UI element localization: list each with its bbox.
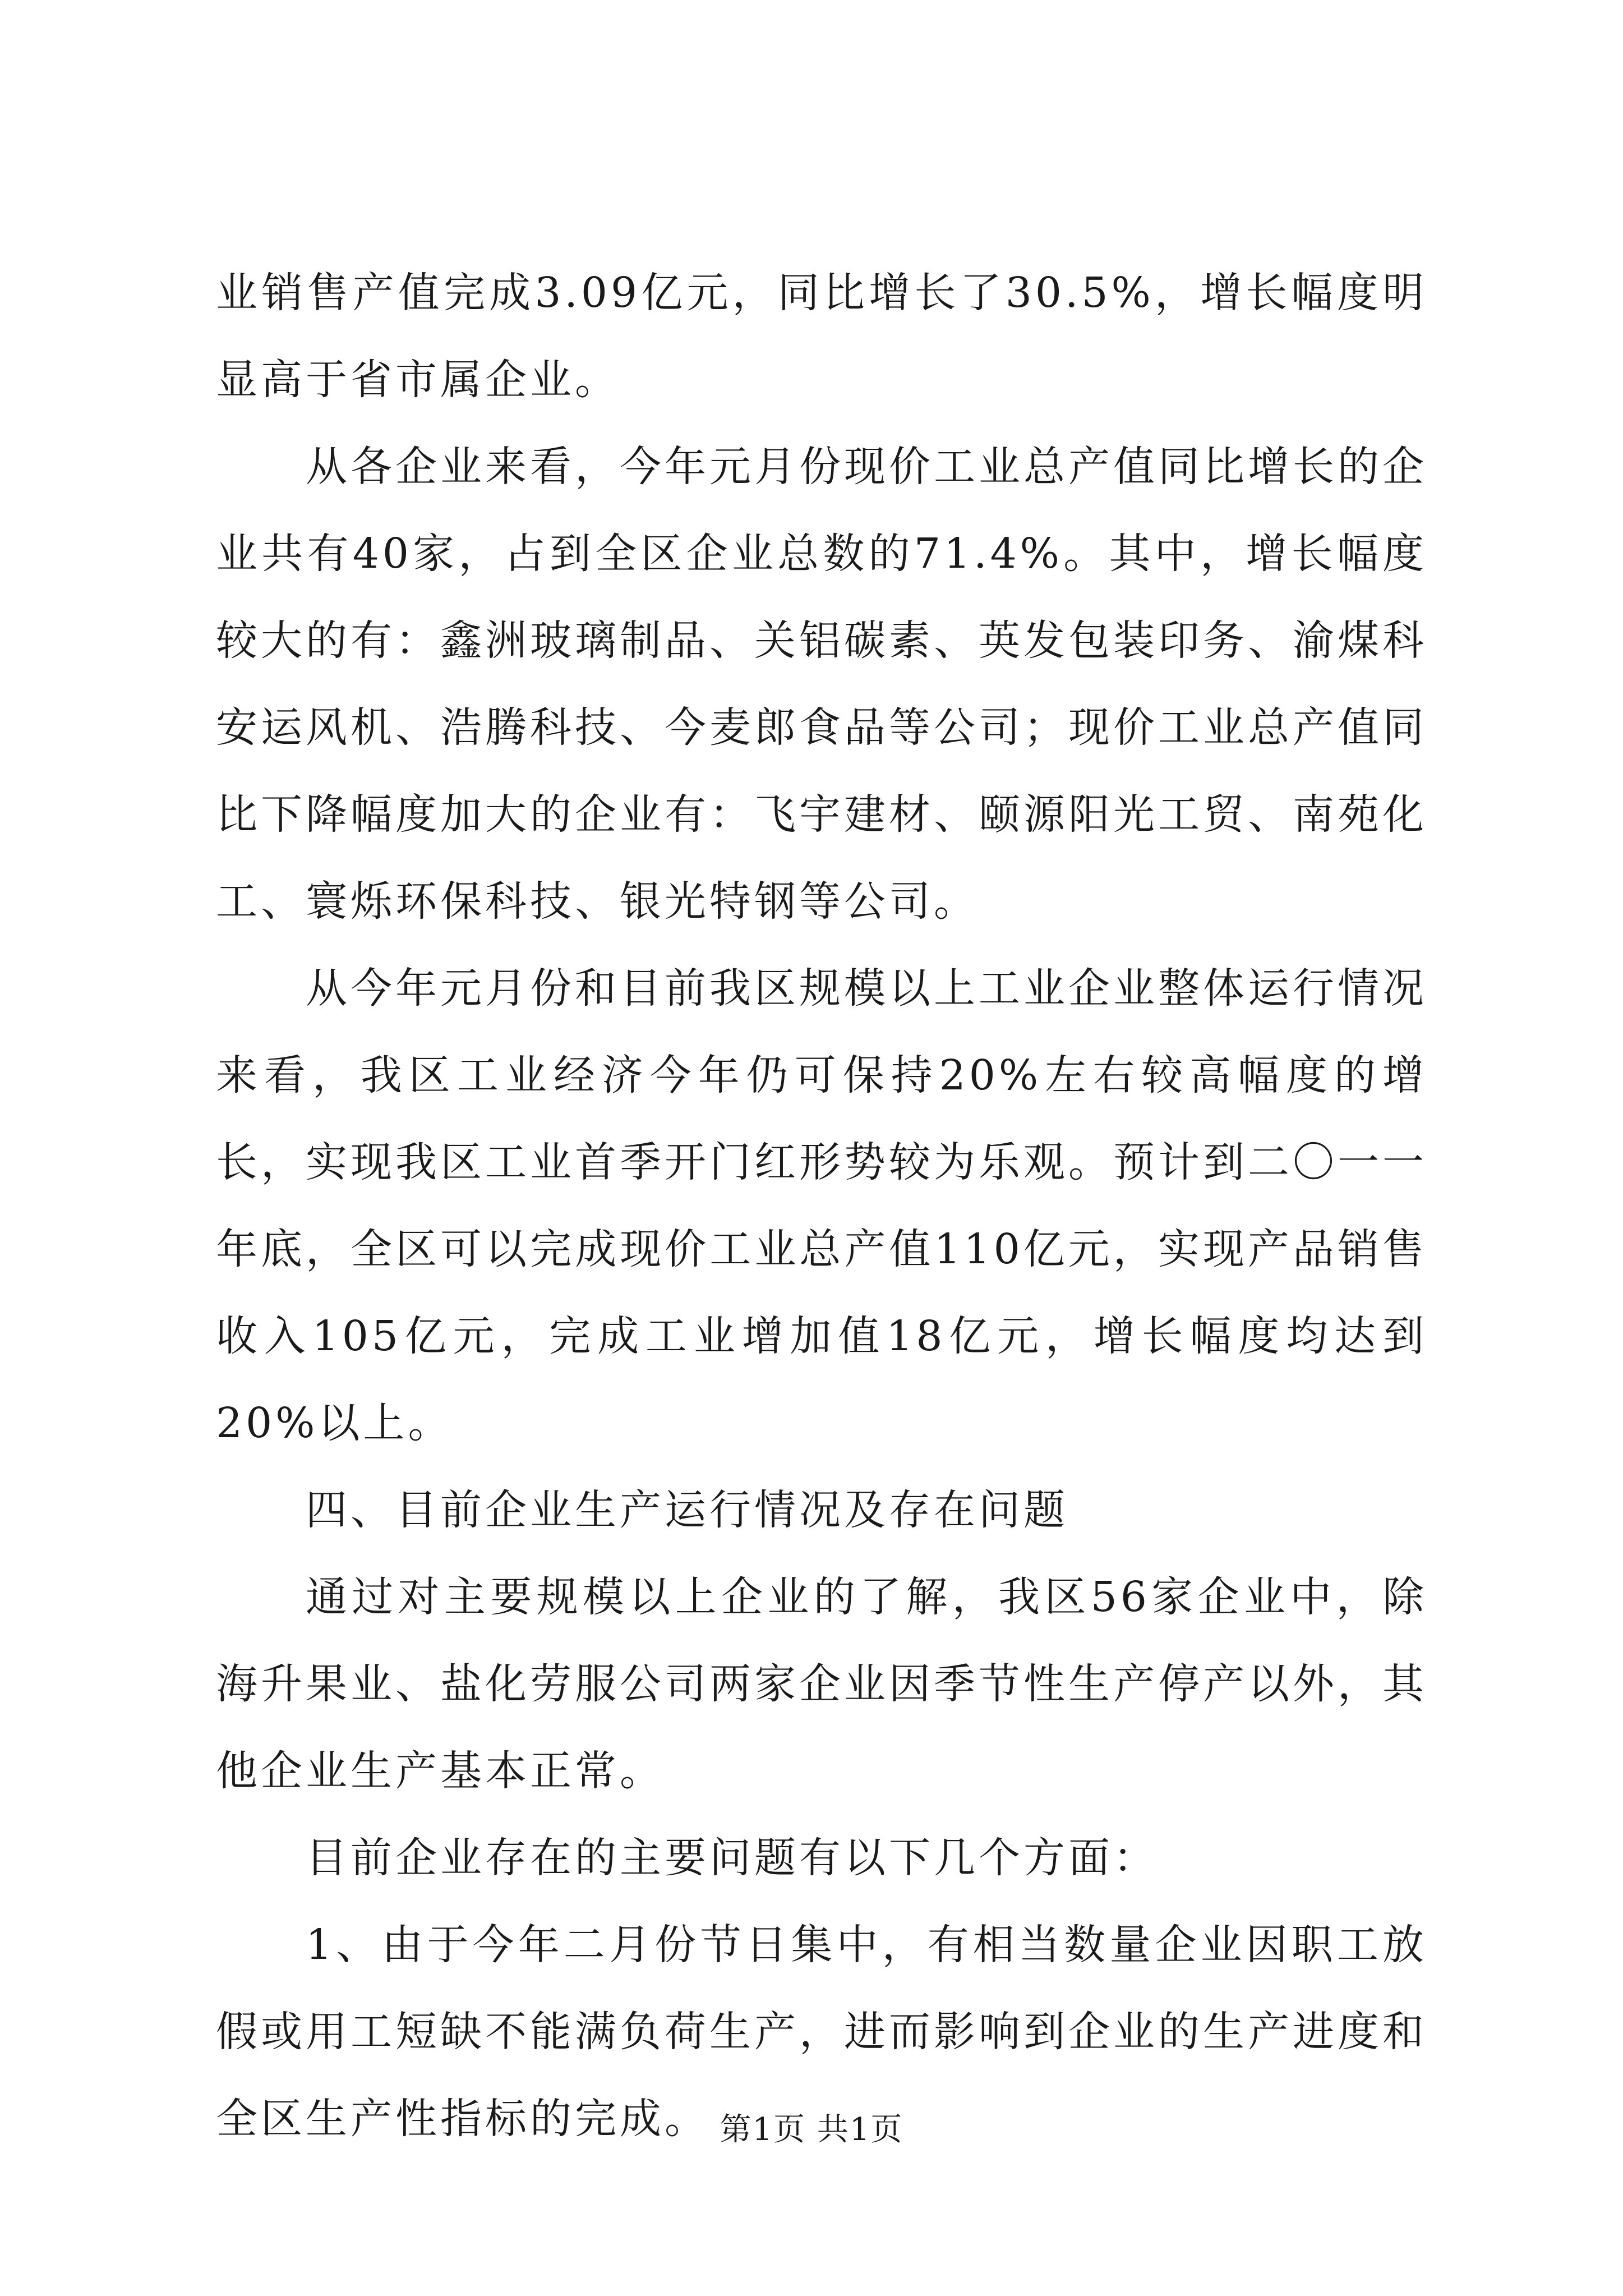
- page-footer: 第1页 共1页: [720, 2111, 903, 2148]
- paragraph-outlook: 从今年元月份和目前我区规模以上工业企业整体运行情况来看，我区工业经济今年仍可保持20%左右较高幅度的增长，实现我区工业首季开门红形势较为乐观。预计到二〇一一年底，全区可以完成现价工业总产值110亿元，实现产品销售收入105亿元，完成工业增加值18亿元，增长幅度均达到20%以上。: [216, 964, 1427, 1447]
- paragraph-enterprise-growth: 从各企业来看，今年元月份现价工业总产值同比增长的企业共有40家，占到全区企业总数的71.4%。其中，增长幅度较大的有：鑫洲玻璃制品、关铝碳素、英发包装印务、渝煤科安运风机、浩腾科技、今麦郎食品等公司；现价工业总产值同比下降幅度加大的企业有：飞宇建材、颐源阳光工贸、南苑化工、寰烁环保科技、银光特钢等公司。: [216, 443, 1427, 926]
- paragraph-production-status: 通过对主要规模以上企业的了解，我区56家企业中，除海升果业、盐化劳服公司两家企业因季节性生产停产以外，其他企业生产基本正常。: [216, 1573, 1427, 1795]
- paragraph-continuation: 业销售产值完成3.09亿元，同比增长了30.5%，增长幅度明显高于省市属企业。: [216, 269, 1427, 404]
- document-body: [216, 250, 1427, 2162]
- paragraph-problems-intro: 目前企业存在的主要问题有以下几个方面：: [306, 1834, 1158, 1882]
- section-heading: 四、目前企业生产运行情况及存在问题: [306, 1486, 1068, 1534]
- paragraph-problem-1: 1、由于今年二月份节日集中，有相当数量企业因职工放假或用工短缺不能满负荷生产，进而影响到企业的生产进度和全区生产性指标的完成。: [216, 1921, 1427, 2143]
